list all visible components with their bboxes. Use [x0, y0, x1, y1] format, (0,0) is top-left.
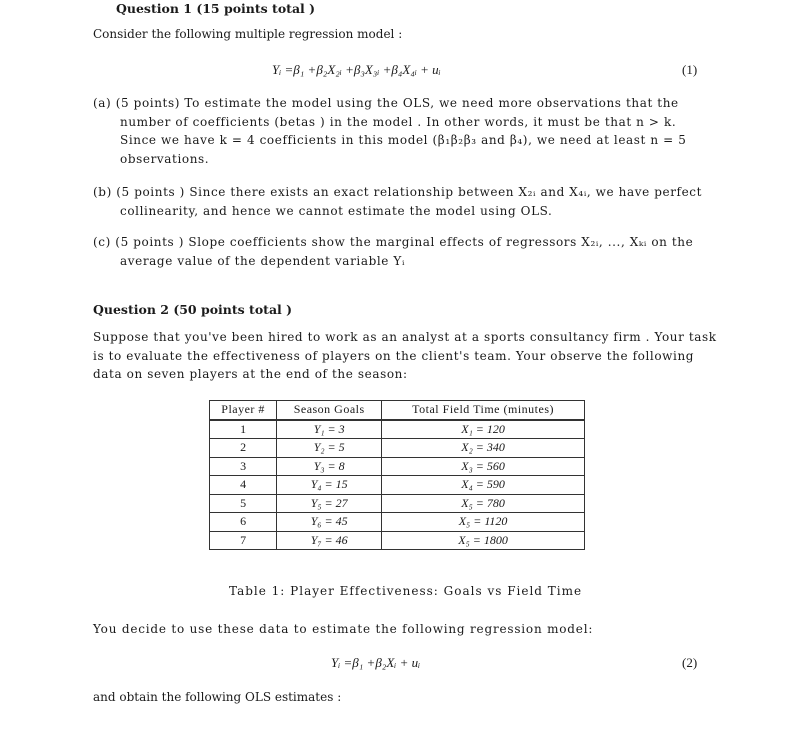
q2-obtain-text: and obtain the following OLS estimates :	[93, 690, 342, 704]
cell-player: 6	[210, 513, 277, 532]
cell-goals: Y₆ = 45	[277, 513, 382, 532]
cell-player: 5	[210, 494, 277, 513]
column-header-field-time: Total Field Time (minutes)	[382, 401, 585, 420]
cell-field-time: X₃ = 560	[382, 457, 585, 476]
q2-equation: Yᵢ =β₁ +β₂Xᵢ + uᵢ	[331, 655, 421, 670]
q1-part-a-line: Since we have k = 4 coefficients in this model (β₁β₂β₃ and β₄), we need at least n = 5	[120, 133, 687, 147]
cell-player: 3	[210, 457, 277, 476]
table-row	[210, 531, 585, 550]
table-header-row	[210, 401, 585, 420]
table-row	[210, 476, 585, 495]
cell-goals: Y₃ = 8	[277, 457, 382, 476]
table-row	[210, 457, 585, 476]
column-header-goals: Season Goals	[277, 401, 382, 420]
cell-goals: Y₇ = 46	[277, 531, 382, 550]
q1-part-b-line: collinearity, and hence we cannot estimate the model using OLS.	[120, 203, 553, 218]
q1-intro: Consider the following multiple regression model :	[93, 27, 403, 41]
player-table	[209, 400, 585, 550]
cell-field-time: X₅ = 780	[382, 494, 585, 513]
q1-part-c-line: average value of the dependent variable Yᵢ	[120, 253, 405, 268]
q2-intro-line: data on seven players at the end of the season:	[93, 367, 408, 381]
q1-heading: Question 1 (15 points total )	[116, 1, 316, 16]
q1-part-a-line: number of coefficients (betas ) in the model . In other words, it must be that n > k.	[120, 114, 677, 129]
q2-decide-text: You decide to use these data to estimate the following regression model:	[93, 622, 594, 636]
q2-intro-line: Suppose that you've been hired to work as an analyst at a sports consultancy firm . Your task	[93, 330, 717, 344]
cell-field-time: X₁ = 120	[382, 420, 585, 439]
table-caption: Table 1: Player Effectiveness: Goals vs Field Time	[229, 584, 583, 598]
q1-part-c	[93, 233, 693, 270]
q1-part-c-line: (c) (5 points ) Slope coefficients show the marginal effects of regressors X₂ᵢ, ..., Xₖᵢ on the	[93, 235, 694, 249]
cell-player: 2	[210, 439, 277, 458]
q2-equation-number: (2)	[682, 655, 698, 670]
q1-part-b	[93, 183, 702, 220]
q1-equation: Yᵢ =β₁ +β₂X₂ᵢ +β₃X₃ᵢ +β₄X₄ᵢ + uᵢ	[272, 62, 441, 77]
cell-player: 7	[210, 531, 277, 550]
cell-goals: Y₂ = 5	[277, 439, 382, 458]
cell-field-time: X₅ = 1800	[382, 531, 585, 550]
table-row	[210, 513, 585, 532]
cell-player: 4	[210, 476, 277, 495]
cell-goals: Y₅ = 27	[277, 494, 382, 513]
cell-goals: Y₁ = 3	[277, 420, 382, 439]
column-header-player: Player #	[210, 401, 277, 420]
q2-intro	[93, 328, 717, 384]
q1-part-b-line: (b) (5 points ) Since there exists an exact relationship between X₂ᵢ and X₄ᵢ, we have perfect	[93, 185, 703, 199]
cell-player: 1	[210, 420, 277, 439]
q1-part-a-line: observations.	[120, 151, 210, 166]
q1-part-a	[93, 94, 686, 168]
q2-heading: Question 2 (50 points total )	[93, 302, 293, 317]
cell-field-time: X₅ = 1120	[382, 513, 585, 532]
table-row	[210, 439, 585, 458]
cell-field-time: X₄ = 590	[382, 476, 585, 495]
table-row	[210, 494, 585, 513]
q1-equation-number: (1)	[682, 62, 698, 77]
cell-goals: Y₄ = 15	[277, 476, 382, 495]
table-row	[210, 420, 585, 439]
q1-part-a-line: (a) (5 points) To estimate the model using the OLS, we need more observations that the	[93, 96, 679, 110]
cell-field-time: X₂ = 340	[382, 439, 585, 458]
q2-intro-line: is to evaluate the effectiveness of players on the client's team. Your observe the following	[93, 348, 695, 363]
